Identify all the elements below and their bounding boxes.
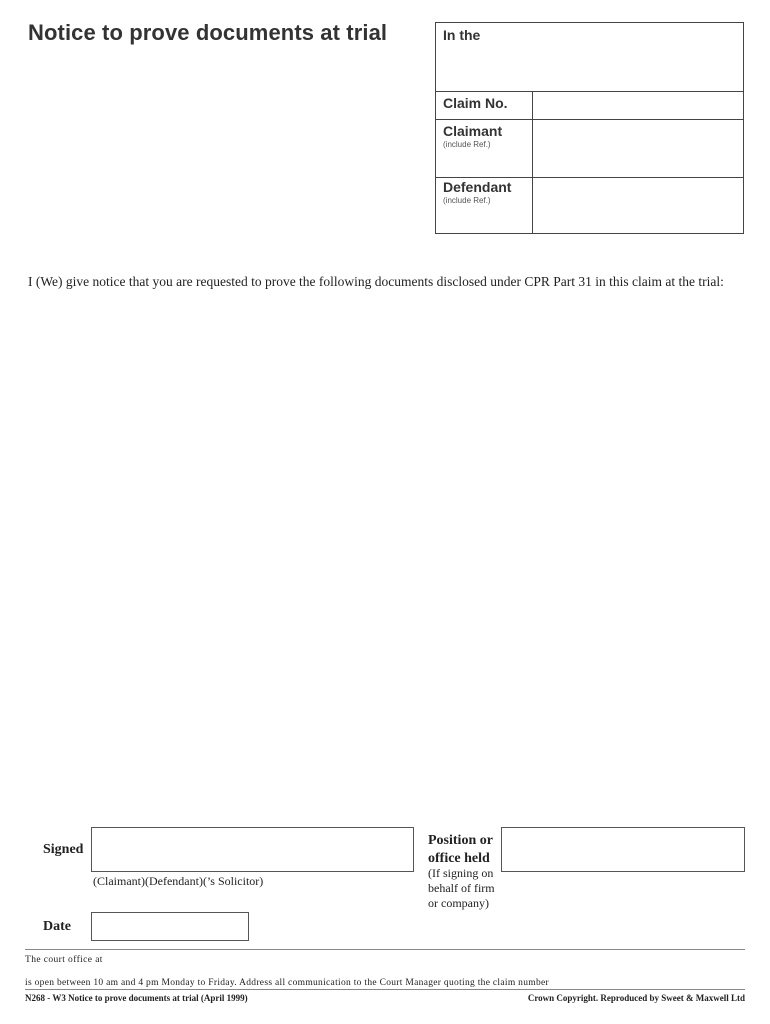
position-label: Position or office held <box>428 833 493 866</box>
claim-no-field[interactable] <box>533 92 743 120</box>
documents-list-area[interactable] <box>28 315 746 815</box>
date-label: Date <box>43 919 71 934</box>
form-title: Notice to prove documents at trial <box>28 20 388 45</box>
claimant-label: Claimant <box>443 123 503 139</box>
signed-sub-label: (Claimant)(Defendant)(’s Solicitor) <box>93 874 264 888</box>
defendant-label: Defendant <box>443 179 512 195</box>
footer-divider-2 <box>25 989 745 990</box>
position-sub-label: (If signing on behalf of firm or company) <box>428 866 495 910</box>
claimant-sub-label: (include Ref.) <box>443 140 491 149</box>
court-name-field[interactable] <box>436 23 743 91</box>
defendant-row <box>436 177 743 234</box>
claim-no-row <box>436 91 743 120</box>
date-field[interactable] <box>91 912 249 941</box>
position-field[interactable] <box>501 827 745 872</box>
footer-divider <box>25 949 745 950</box>
copyright-text: Crown Copyright. Reproduced by Sweet & Maxwell Ltd <box>527 993 745 1003</box>
court-office-text: The court office at <box>25 955 103 965</box>
court-office-field[interactable] <box>120 953 745 975</box>
court-hours-text: is open between 10 am and 4 pm Monday to Friday. Address all communication to the Court Manager quoting the claim number <box>25 978 550 988</box>
signed-label: Signed <box>43 842 84 857</box>
notice-text: I (We) give notice that you are requested to prove the following documents disclosed under CPR Part 31 in this claim at the trial: <box>28 274 724 289</box>
in-the-label: In the <box>443 27 481 43</box>
defendant-sub-label: (include Ref.) <box>443 196 491 205</box>
signed-field[interactable] <box>91 827 414 872</box>
claimant-row <box>436 119 743 177</box>
claim-no-label: Claim No. <box>443 95 508 111</box>
court-details-box <box>435 22 744 234</box>
defendant-field[interactable] <box>533 178 743 234</box>
form-id-text: N268 - W3 Notice to prove documents at trial (April 1999) <box>25 993 248 1003</box>
claimant-field[interactable] <box>533 120 743 177</box>
